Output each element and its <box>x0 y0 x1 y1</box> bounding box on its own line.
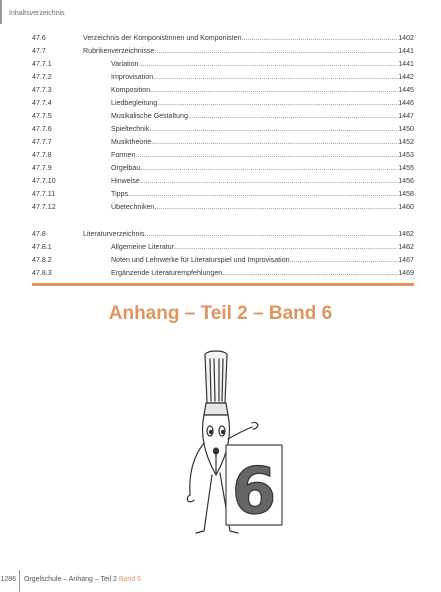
toc-title: Variation <box>111 60 139 68</box>
footer-title: Orgelschule – Anhang – Teil 2 <box>24 576 117 583</box>
toc-leader <box>149 123 397 136</box>
toc-row[interactable] <box>32 71 414 84</box>
toc-number: 47.7.9 <box>32 164 52 172</box>
toc-page: 1467 <box>398 256 414 264</box>
toc-row[interactable] <box>32 254 414 267</box>
toc-row[interactable] <box>32 188 414 201</box>
toc-title: Musikalische Gestaltung <box>111 112 188 120</box>
toc-row[interactable] <box>32 241 414 254</box>
toc-title: Übetechniken <box>111 203 155 211</box>
table-of-contents <box>32 32 414 280</box>
toc-page: 1453 <box>398 151 414 159</box>
running-header: Inhaltsverzeichnis <box>9 10 65 17</box>
toc-leader <box>128 188 397 201</box>
appendix-heading: Anhang – Teil 2 – Band 6 <box>108 303 333 324</box>
toc-title: Literaturverzeichnis <box>83 230 145 238</box>
toc-number: 47.6 <box>32 34 46 42</box>
toc-title: Liedbegleitung <box>111 99 158 107</box>
toc-page: 1460 <box>398 203 414 211</box>
toc-leader <box>145 228 398 241</box>
toc-leader <box>222 267 397 280</box>
toc-row[interactable] <box>32 123 414 136</box>
toc-number: 47.7.1 <box>32 60 52 68</box>
running-footer <box>24 576 141 583</box>
section-divider <box>32 283 414 286</box>
toc-row[interactable] <box>32 175 414 188</box>
toc-row[interactable] <box>32 97 414 110</box>
toc-number: 47.8.1 <box>32 243 52 251</box>
toc-leader <box>138 58 397 71</box>
toc-title: Allgemeine Literatur <box>111 243 175 251</box>
pen-mascot-icon <box>168 343 288 543</box>
toc-row[interactable] <box>32 201 414 214</box>
toc-row[interactable] <box>32 162 414 175</box>
toc-row[interactable] <box>32 45 414 58</box>
toc-page: 1450 <box>398 125 414 133</box>
toc-title: Ergänzende Literaturempfehlungen <box>111 269 223 277</box>
toc-row[interactable] <box>32 136 414 149</box>
toc-page: 1402 <box>398 34 414 42</box>
toc-number: 47.8.2 <box>32 256 52 264</box>
toc-row[interactable] <box>32 110 414 123</box>
toc-leader <box>290 254 398 267</box>
toc-title: Formen <box>111 151 136 159</box>
toc-title: Improvisation <box>111 73 154 81</box>
toc-title: Noten und Lehrwerke für Literaturspiel und Improvisation <box>111 256 290 264</box>
toc-number: 47.7.6 <box>32 125 52 133</box>
toc-number: 47.8 <box>32 230 46 238</box>
toc-page: 1462 <box>398 230 414 238</box>
toc-page: 1456 <box>398 177 414 185</box>
toc-title: Verzeichnis der Komponistinnen und Komponisten <box>83 34 242 42</box>
toc-page: 1446 <box>398 99 414 107</box>
toc-row[interactable] <box>32 267 414 280</box>
toc-number: 47.7 <box>32 47 46 55</box>
toc-row[interactable] <box>32 58 414 71</box>
toc-number: 47.7.11 <box>32 190 56 198</box>
toc-leader <box>135 149 397 162</box>
sign-number: 6 <box>231 455 277 529</box>
toc-title: Komposition <box>111 86 151 94</box>
toc-leader <box>188 110 397 123</box>
footer-band: Band 6 <box>118 576 142 583</box>
toc-leader <box>174 241 397 254</box>
toc-title: Tipps <box>111 190 129 198</box>
toc-number: 47.8.3 <box>32 269 52 277</box>
toc-leader <box>151 136 397 149</box>
toc-title: Musiktheorie <box>111 138 152 146</box>
page-number: 1286 <box>0 576 16 583</box>
toc-leader <box>154 201 397 214</box>
toc-page: 1458 <box>398 190 414 198</box>
footer-rule <box>19 570 20 592</box>
toc-number: 47.7.10 <box>32 177 56 185</box>
toc-page: 1447 <box>398 112 414 120</box>
toc-row[interactable] <box>32 32 414 45</box>
toc-title: Orgelbau <box>111 164 141 172</box>
toc-leader <box>150 84 397 97</box>
toc-leader <box>157 97 397 110</box>
toc-number: 47.7.2 <box>32 73 52 81</box>
toc-leader <box>242 32 398 45</box>
toc-number: 47.7.3 <box>32 86 52 94</box>
toc-page: 1462 <box>398 243 414 251</box>
toc-page: 1441 <box>398 60 414 68</box>
toc-number: 47.7.5 <box>32 112 52 120</box>
toc-leader <box>153 71 397 84</box>
toc-page: 1445 <box>398 86 414 94</box>
toc-row[interactable] <box>32 84 414 97</box>
toc-title: Hinweise <box>111 177 140 185</box>
toc-page: 1469 <box>398 269 414 277</box>
toc-number: 47.7.7 <box>32 138 52 146</box>
toc-page: 1442 <box>398 73 414 81</box>
toc-page: 1441 <box>398 47 414 55</box>
toc-title: Spieltechnik <box>111 125 150 133</box>
toc-number: 47.7.12 <box>32 203 56 211</box>
toc-number: 47.7.4 <box>32 99 52 107</box>
toc-leader <box>154 45 397 58</box>
toc-leader <box>140 162 397 175</box>
toc-page: 1452 <box>398 138 414 146</box>
toc-row[interactable] <box>32 228 414 241</box>
toc-row[interactable] <box>32 149 414 162</box>
toc-title: Rubrikenverzeichnisse <box>83 47 155 55</box>
toc-number: 47.7.8 <box>32 151 52 159</box>
header-rule <box>0 0 2 24</box>
toc-leader <box>140 175 397 188</box>
toc-page: 1455 <box>398 164 414 172</box>
